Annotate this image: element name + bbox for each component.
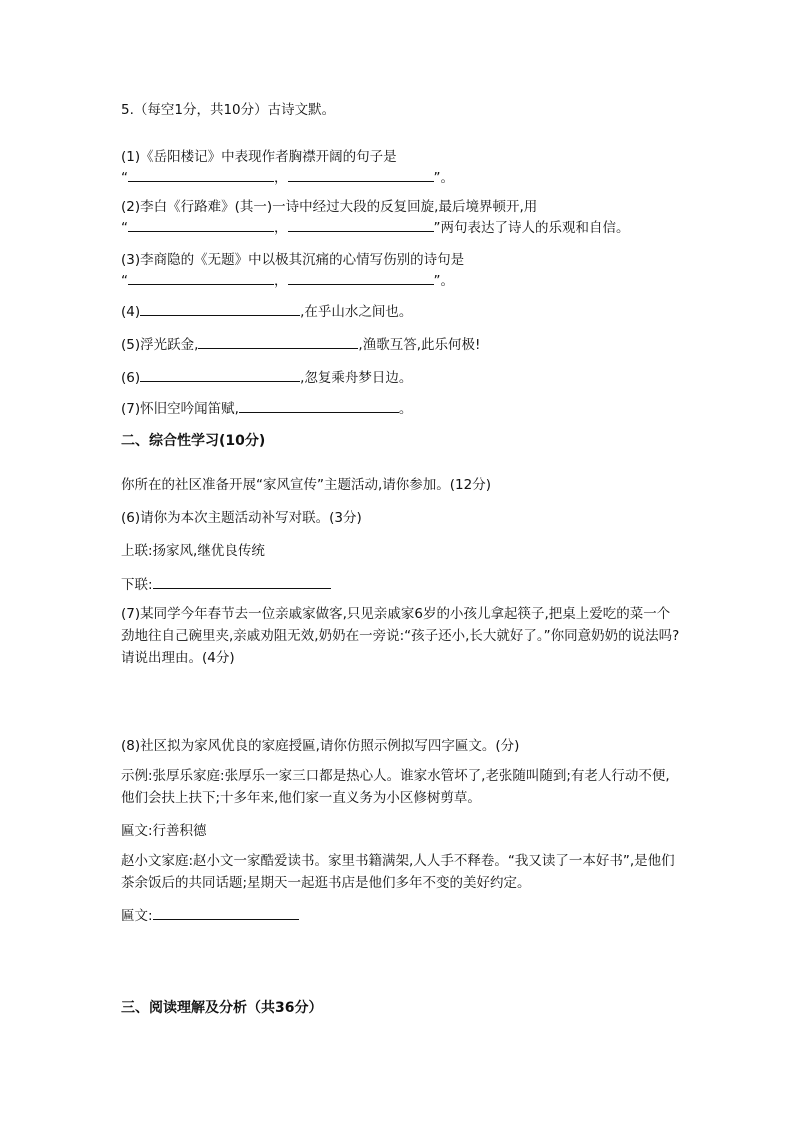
answer-blank[interactable] <box>288 168 434 182</box>
q5-item-2-prompt: (2)李白《行路难》(其一)一诗中经过大段的反复回旋,最后境界顿开,用 <box>121 199 538 215</box>
q5-item-3-answer: “ ， ”。 <box>121 273 454 289</box>
example-plaque: 匾文:行善积德 <box>121 823 207 839</box>
q5-item-1-answer: “ ， ”。 <box>121 170 454 186</box>
s2-zhao-family: 赵小文家庭:赵小文一家酷爱读书。家里书籍满架,人人手不释卷。“我又读了一本好书”,是他们茶余饭后的共同话题;星期天一起逛书店是他们多年不变的美好约定。 <box>121 853 675 891</box>
couplet-upper: 上联:扬家风,继优良传统 <box>121 543 265 559</box>
s2-example: 示例:张厚乐家庭:张厚乐一家三口都是热心人。谁家水管坏了,老张随叫随到;有老人行动不便,他们会扶上扶下;十多年来,他们家一直义务为小区修树剪草。 <box>121 768 670 806</box>
q5-item-1-prompt: (1)《岳阳楼记》中表现作者胸襟开阔的句子是 <box>121 149 397 165</box>
answer-blank[interactable] <box>239 399 399 413</box>
answer-blank[interactable] <box>128 271 274 285</box>
answer-blank[interactable] <box>128 218 274 232</box>
answer-blank[interactable] <box>198 335 358 349</box>
q5-item-3-prompt: (3)李商隐的《无题》中以极其沉痛的心情写伤别的诗句是 <box>121 252 465 268</box>
q5-item-2-answer: “ ， ”两句表达了诗人的乐观和自信。 <box>121 220 630 236</box>
plaque-answer: 匾文: <box>121 906 299 925</box>
q5-heading: 5.（每空1分，共10分）古诗文默。 <box>121 102 336 118</box>
answer-blank[interactable] <box>140 368 300 382</box>
section-3-title: 三、阅读理解及分析（共36分） <box>121 1000 323 1016</box>
answer-blank[interactable] <box>153 575 331 589</box>
q5-item-7: (7)怀旧空吟闻笛赋, 。 <box>121 401 413 417</box>
q5-item-6: (6) ,忽复乘舟梦日边。 <box>121 370 413 386</box>
s2-q6: (6)请你为本次主题活动补写对联。(3分) <box>121 510 362 526</box>
answer-blank[interactable] <box>288 271 434 285</box>
answer-blank[interactable] <box>128 168 274 182</box>
s2-q8: (8)社区拟为家风优良的家庭授匾,请你仿照示例拟写四字匾文。(分) <box>121 738 520 754</box>
answer-blank[interactable] <box>288 218 434 232</box>
q5-item-4: (4) ,在乎山水之间也。 <box>121 304 413 320</box>
couplet-lower: 下联: <box>121 575 331 594</box>
section-2-title: 二、综合性学习(10分) <box>121 433 266 449</box>
answer-blank[interactable] <box>153 906 299 920</box>
answer-blank[interactable] <box>140 302 300 316</box>
s2-q7: (7)某同学今年春节去一位亲戚家做客,只见亲戚家6岁的小孩儿拿起筷子,把桌上爱吃的菜一个劲地往自己碗里夹,亲戚劝阻无效,奶奶在一旁说:“孩子还小,长大就好了。”你同意奶奶的说法吗?请说出理由。(4分) <box>121 606 680 666</box>
q5-item-5: (5)浮光跃金, ,渔歌互答,此乐何极! <box>121 337 481 353</box>
s2-intro: 你所在的社区准备开展“家风宣传”主题活动,请你参加。(12分) <box>121 477 491 493</box>
